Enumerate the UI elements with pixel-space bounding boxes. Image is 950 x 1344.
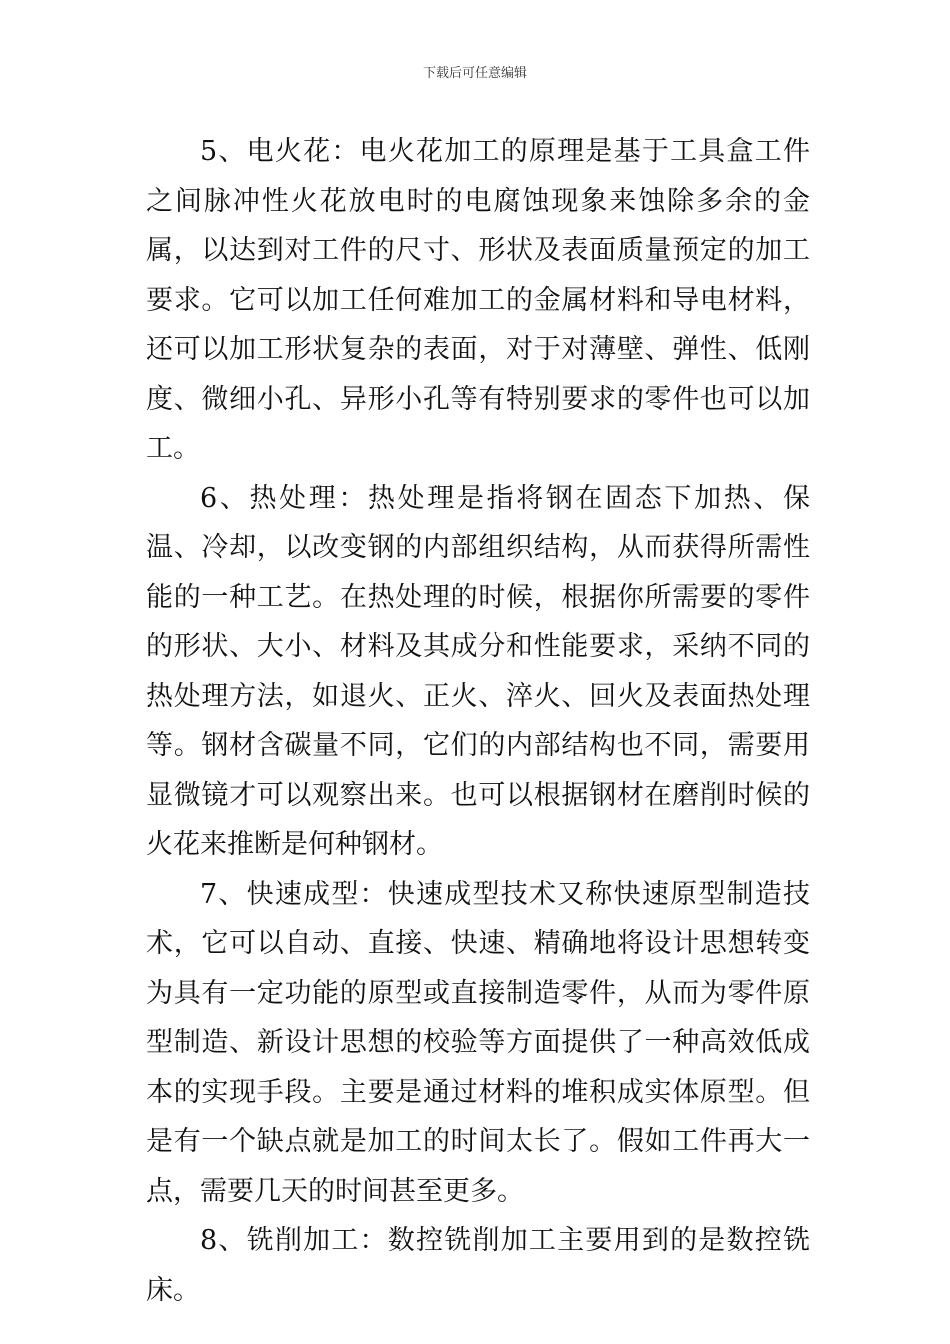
paragraph-heat-treatment: 6、热处理：热处理是指将钢在固态下加热、保温、冷却，以改变钢的内部组织结构，从而获得所需性能的一种工艺。在热处理的时候，根据你所需要的零件的形状、大小、材料及其成分和性能要求，采纳不同的热处理方法，如退火、正火、淬火、回火及表面热处理等。钢材含碳量不同，它们的内部结构也不同，需要用显微镜才可以观察出来。也可以根据钢材在磨削时候的火花来推断是何种钢材。 [146, 482, 810, 860]
document-body [146, 127, 810, 1315]
paragraph-edm: 5、电火花：电火花加工的原理是基于工具盒工件之间脉冲性火花放电时的电腐蚀现象来蚀除多余的金属，以达到对工件的尺寸、形状及表面质量预定的加工要求。它可以加工任何难加工的金属材料和导电材料，还可以加工形状复杂的表面，对于对薄壁、弹性、低刚度、微细小孔、异形小孔等有特别要求的零件也可以加工。 [146, 136, 810, 464]
paragraph-rapid-prototyping: 7、快速成型：快速成型技术又称快速原型制造技术，它可以自动、直接、快速、精确地将设计思想转变为具有一定功能的原型或直接制造零件，从而为零件原型制造、新设计思想的校验等方面提供了一种高效低成本的实现手段。主要是通过材料的堆积成实体原型。但是有一个缺点就是加工的时间太长了。假如工件再大一点，需要几天的时间甚至更多。 [146, 878, 810, 1207]
page-header: 下载后可任意编辑 [422, 66, 527, 81]
paragraph-milling: 8、铣削加工：数控铣削加工主要用到的是数控铣床。 [146, 1225, 810, 1306]
